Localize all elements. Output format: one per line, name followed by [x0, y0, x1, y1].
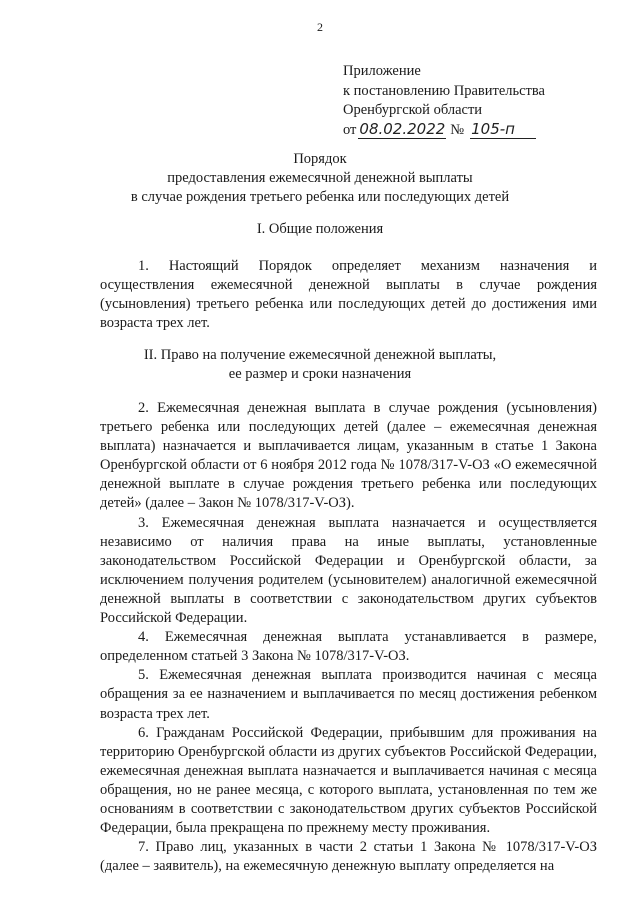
number-sign: № — [450, 121, 465, 138]
section-2-body — [100, 399, 597, 876]
section-2-heading — [0, 346, 640, 384]
section-1-heading: I. Общие положения — [256, 221, 384, 237]
document-title — [0, 150, 640, 207]
paragraph: 5. Ежемесячная денежная выплата производится начиная с месяца обращения за ее назначением и выплачивается по месяц достижения ребенком возраста трех лет. — [100, 667, 597, 722]
paragraph: 2. Ежемесячная денежная выплата в случае рождения (усыновления) третьего ребенка или последующих детей (далее – ежемесячная денежная выплата) назначается и выплачивается лицам, указанным в статье 1 Закона Оренбургской области от 6 ноября 2012 года № 1078/317-V-ОЗ «О ежемесячной денежной выплате в случае рождения третьего ребенка или последующих детей» (далее – Закон № 1078/317-V-ОЗ). — [100, 400, 597, 512]
section-1-body — [100, 257, 597, 333]
section-2-heading-line-2: ее размер и сроки назначения — [228, 366, 412, 382]
annex-line-2: к постановлению Правительства — [343, 82, 545, 99]
title-line-1: Порядок — [293, 151, 347, 167]
handwritten-date: 08.02.2022 — [359, 119, 446, 138]
title-line-3: в случае рождения третьего ребенка или последующих детей — [130, 189, 510, 205]
page-number: 2 — [317, 20, 323, 34]
paragraph: 1. Настоящий Порядок определяет механизм назначения и осуществления ежемесячной денежной выплаты в случае рождения (усыновления) третьего ребенка или последующих детей до достижения ими возраста трех лет. — [100, 258, 597, 332]
annex-line-3: Оренбургской области — [343, 102, 483, 118]
paragraph: 7. Право лиц, указанных в части 2 статьи 1 Закона № 1078/317-V-ОЗ (далее – заявитель), на ежемесячную денежную выплату определяется на — [100, 839, 597, 875]
paragraph: 6. Гражданам Российской Федерации, прибывшим для проживания на территорию Оренбургской области из других субъектов Российской Федерации, ежемесячная денежная выплата назначается и выплачивается начиная с месяца обращения, но не ранее месяца, с которого выплата, установленная по тем же основаниям в соответствии с законодательством других субъектов Российской Федерации, была прекращена по прежнему месту проживания. — [100, 724, 597, 837]
handwritten-number: 105-п — [470, 121, 536, 139]
annex-line-1: Приложение — [343, 63, 421, 79]
section-2-heading-line-1: II. Право на получение ежемесячной денежной выплаты, — [143, 347, 497, 363]
paragraph: 3. Ежемесячная денежная выплата назначается и осуществляется независимо от наличия права на иные выплаты, установленные законодательством Российской Федерации и Оренбургской области, за исключением получения родителем (усыновителем) аналогичной ежемесячной денежной выплаты в соответствии с законодательством других субъектов Российской Федерации. — [100, 514, 597, 627]
date-prefix: от — [343, 121, 357, 138]
annex-block — [343, 62, 545, 140]
paragraph: 4. Ежемесячная денежная выплата устанавливается в размере, определенном статьей 3 Закона № 1078/317-V-ОЗ. — [100, 629, 597, 665]
title-line-2: предоставления ежемесячной денежной выплаты — [167, 170, 473, 186]
annex-date-line — [343, 121, 545, 141]
